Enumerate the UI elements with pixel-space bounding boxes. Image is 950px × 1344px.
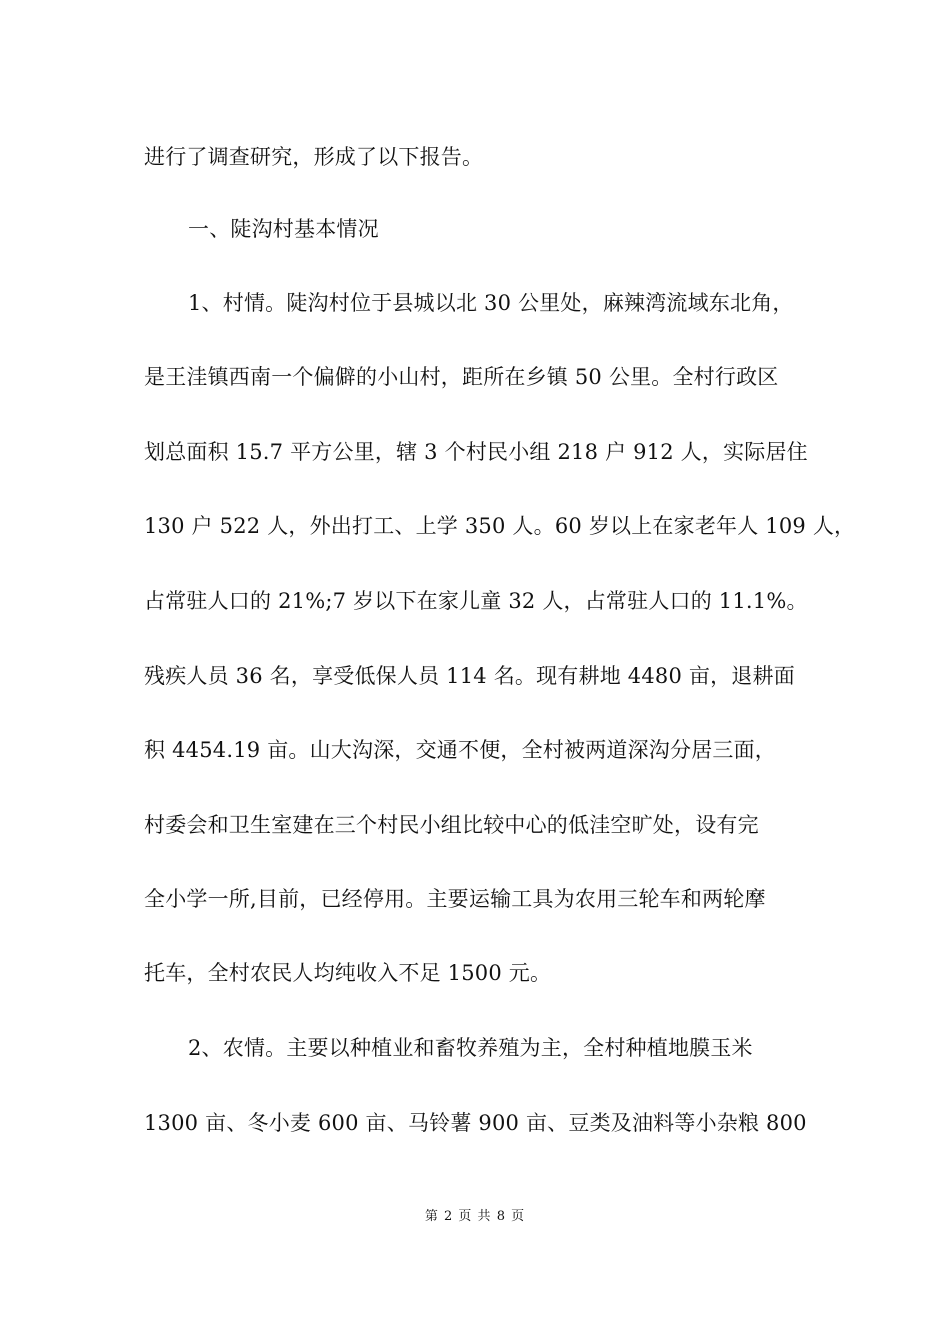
section-heading: 一、陡沟村基本情况 [188,217,379,241]
text-line: 占常驻人口的 21%;7 岁以下在家儿童 32 人，占常驻人口的 11.1%。 [144,589,808,613]
text-line: 是王洼镇西南一个偏僻的小山村，距所在乡镇 50 公里。全村行政区 [144,365,779,389]
text-line: 残疾人员 36 名，享受低保人员 114 名。现有耕地 4480 亩，退耕面 [144,664,795,688]
text-line: 村委会和卫生室建在三个村民小组比较中心的低洼空旷处，设有完 [144,813,759,837]
text-line: 进行了调查研究，形成了以下报告。 [144,145,484,169]
page-number: 第 2 页 共 8 页 [424,1209,526,1224]
text-line: 划总面积 15.7 平方公里，辖 3 个村民小组 218 户 912 人，实际居住 [144,440,808,464]
text-line: 2、农情。主要以种植业和畜牧养殖为主，全村种植地膜玉米 [188,1036,753,1060]
text-line: 1300 亩、冬小麦 600 亩、马铃薯 900 亩、豆类及油料等小杂粮 800 [144,1111,807,1135]
text-line: 托车，全村农民人均纯收入不足 1500 元。 [144,961,552,985]
text-line: 全小学一所,目前，已经停用。主要运输工具为农用三轮车和两轮摩 [144,887,766,911]
text-line: 1、村情。陡沟村位于县城以北 30 公里处，麻辣湾流域东北角， [188,291,794,315]
text-line: 积 4454.19 亩。山大沟深，交通不便，全村被两道深沟分居三面， [144,738,776,762]
text-line: 130 户 522 人，外出打工、上学 350 人。60 岁以上在家老年人 109 人， [144,514,856,538]
